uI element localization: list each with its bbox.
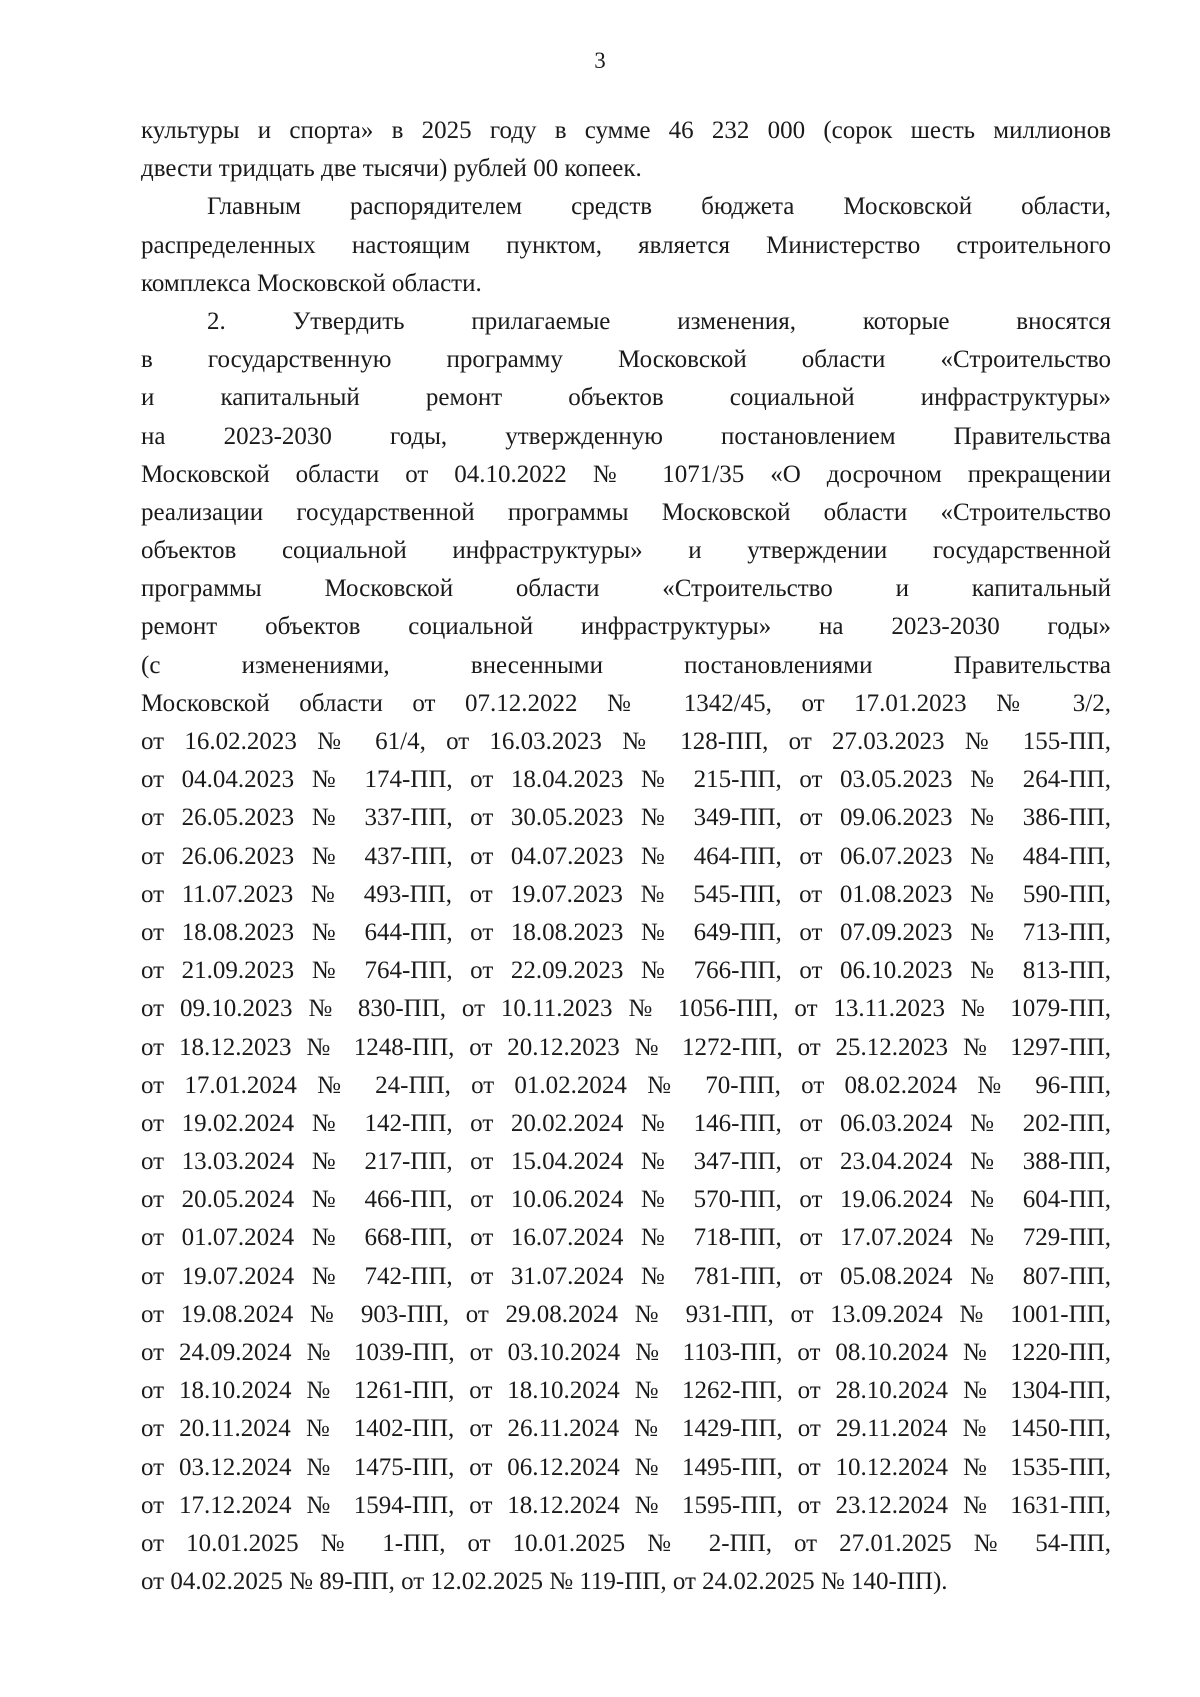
text-line: от 18.10.2024 № 1261-ПП, от 18.10.2024 № 1262-ПП, от 28.10.2024 № 1304-ПП, [141,1377,1111,1405]
text-line: от 20.11.2024 № 1402-ПП, от 26.11.2024 № 1429-ПП, от 29.11.2024 № 1450-ПП, [141,1415,1111,1443]
text-line: ремонт объектов социальной инфраструктуры» на 2023-2030 годы» [141,613,1111,641]
text-line: на 2023-2030 годы, утвержденную постановлением Правительства [141,422,1111,450]
text-line: 2. Утвердить прилагаемые изменения, которые вносятся [207,307,1111,335]
text-line: от 09.10.2023 № 830-ПП, от 10.11.2023 № 1056-ПП, от 13.11.2023 № 1079-ПП, [141,995,1111,1023]
text-line: от 18.12.2023 № 1248-ПП, от 20.12.2023 № 1272-ПП, от 25.12.2023 № 1297-ПП, [141,1033,1111,1061]
text-line: от 21.09.2023 № 764-ПП, от 22.09.2023 № 766-ПП, от 06.10.2023 № 813-ПП, [141,957,1111,985]
text-line: от 24.09.2024 № 1039-ПП, от 03.10.2024 № 1103-ПП, от 08.10.2024 № 1220-ПП, [141,1339,1111,1366]
paragraph-budget-sum [141,112,1111,188]
text-line: от 16.02.2023 № 61/4, от 16.03.2023 № 128-ПП, от 27.03.2023 № 155-ПП, [141,728,1111,755]
text-line: объектов социальной инфраструктуры» и утверждении государственной [141,537,1111,565]
text-line: и капитальный ремонт объектов социальной инфраструктуры» [141,384,1111,412]
text-line: от 20.05.2024 № 466-ПП, от 10.06.2024 № 570-ПП, от 19.06.2024 № 604-ПП, [141,1186,1111,1214]
text-line: от 18.08.2023 № 644-ПП, от 18.08.2023 № 649-ПП, от 07.09.2023 № 713-ПП, [141,918,1111,946]
text-line: культуры и спорта» в 2025 году в сумме 46 232 000 (сорок шесть миллионов [141,117,1111,144]
document-body [141,112,1111,1601]
text-line: от 11.07.2023 № 493-ПП, от 19.07.2023 № 545-ПП, от 01.08.2023 № 590-ПП, [141,880,1111,908]
text-line: (с изменениями, внесенными постановлениями Правительства [141,651,1111,679]
text-line: от 19.02.2024 № 142-ПП, от 20.02.2024 № 146-ПП, от 06.03.2024 № 202-ПП, [141,1109,1111,1137]
text-line: от 01.07.2024 № 668-ПП, от 16.07.2024 № 718-ПП, от 17.07.2024 № 729-ПП, [141,1224,1111,1252]
text-line: от 17.12.2024 № 1594-ПП, от 18.12.2024 № 1595-ПП, от 23.12.2024 № 1631-ПП, [141,1491,1111,1519]
text-line: от 19.08.2024 № 903-ПП, от 29.08.2024 № 931-ПП, от 13.09.2024 № 1001-ПП, [141,1300,1111,1328]
text-line: двести тридцать две тысячи) рублей 00 копеек. [141,155,642,183]
text-line: от 19.07.2024 № 742-ПП, от 31.07.2024 № 781-ПП, от 05.08.2024 № 807-ПП, [141,1262,1111,1290]
text-line: распределенных настоящим пунктом, является Министерство строительного [141,231,1111,259]
page-number: 3 [594,48,606,73]
text-line: от 26.06.2023 № 437-ПП, от 04.07.2023 № 464-ПП, от 06.07.2023 № 484-ПП, [141,842,1111,870]
text-line: от 10.01.2025 № 1-ПП, от 10.01.2025 № 2-ПП, от 27.01.2025 № 54-ПП, [141,1529,1111,1557]
text-line: Московской области от 07.12.2022 № 1342/45, от 17.01.2023 № 3/2, [141,689,1111,717]
text-line: реализации государственной программы Московской области «Строительство [141,498,1111,526]
text-line: комплекса Московской области. [141,269,482,297]
text-line: от 04.04.2023 № 174-ПП, от 18.04.2023 № 215-ПП, от 03.05.2023 № 264-ПП, [141,766,1111,794]
text-line: от 03.12.2024 № 1475-ПП, от 06.12.2024 № 1495-ПП, от 10.12.2024 № 1535-ПП, [141,1453,1111,1481]
text-line: в государственную программу Московской области «Строительство [141,346,1111,374]
text-line: от 26.05.2023 № 337-ПП, от 30.05.2023 № 349-ПП, от 09.06.2023 № 386-ПП, [141,804,1111,832]
text-line: Главным распорядителем средств бюджета Московской области, [207,193,1111,221]
text-line: от 04.02.2025 № 89-ПП, от 12.02.2025 № 119-ПП, от 24.02.2025 № 140-ПП). [141,1568,948,1596]
text-line: Московской области от 04.10.2022 № 1071/35 «О досрочном прекращении [141,460,1111,488]
text-line: программы Московской области «Строительство и капитальный [141,575,1111,603]
paragraph-approve-changes [141,303,1111,1601]
paragraph-main-administrator [141,188,1111,303]
text-line: от 13.03.2024 № 217-ПП, от 15.04.2024 № 347-ПП, от 23.04.2024 № 388-ПП, [141,1148,1111,1176]
text-line: от 17.01.2024 № 24-ПП, от 01.02.2024 № 70-ПП, от 08.02.2024 № 96-ПП, [141,1071,1111,1099]
